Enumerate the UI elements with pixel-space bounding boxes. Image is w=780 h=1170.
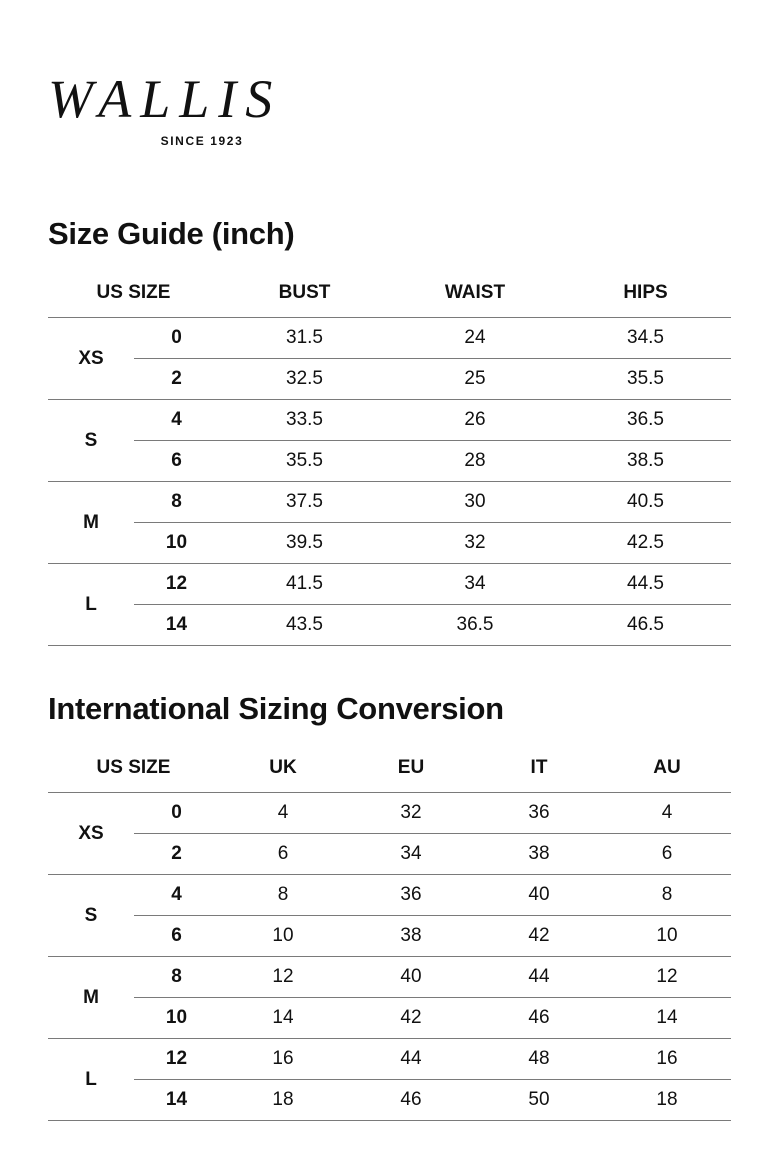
table-cell: 14 xyxy=(603,998,731,1039)
table-cell: 42 xyxy=(475,916,603,957)
size-guide-title: Size Guide (inch) xyxy=(48,216,295,251)
brand-name: WALLIS xyxy=(48,69,282,129)
size-group-label: M xyxy=(48,957,134,1039)
table-cell: 36 xyxy=(347,875,475,916)
table-cell: 44 xyxy=(347,1039,475,1080)
table-cell: 34 xyxy=(390,564,560,605)
conversion-table xyxy=(48,744,731,1121)
table-cell: 6 xyxy=(219,834,347,875)
table-cell: 36 xyxy=(475,793,603,834)
table-cell: 40 xyxy=(347,957,475,998)
table-cell: 50 xyxy=(475,1080,603,1121)
us-size-number: 8 xyxy=(134,957,219,998)
header-hips: HIPS xyxy=(560,269,731,318)
header-it: IT xyxy=(475,744,603,793)
us-size-number: 10 xyxy=(134,523,219,564)
table-row xyxy=(48,359,731,400)
us-size-number: 10 xyxy=(134,998,219,1039)
table-cell: 38 xyxy=(347,916,475,957)
table-cell: 40 xyxy=(475,875,603,916)
table-cell: 16 xyxy=(219,1039,347,1080)
table-cell: 48 xyxy=(475,1039,603,1080)
table-cell: 38 xyxy=(475,834,603,875)
table-cell: 42.5 xyxy=(560,523,731,564)
table-cell: 16 xyxy=(603,1039,731,1080)
us-size-number: 6 xyxy=(134,441,219,482)
us-size-number: 2 xyxy=(134,834,219,875)
table-row xyxy=(48,875,731,916)
table-cell: 40.5 xyxy=(560,482,731,523)
table-row xyxy=(48,1039,731,1080)
us-size-number: 14 xyxy=(134,1080,219,1121)
size-group-label: S xyxy=(48,875,134,957)
table-header-row xyxy=(48,744,731,793)
table-cell: 4 xyxy=(219,793,347,834)
table-cell: 46.5 xyxy=(560,605,731,646)
table-cell: 4 xyxy=(603,793,731,834)
table-row xyxy=(48,998,731,1039)
table-cell: 31.5 xyxy=(219,318,390,359)
header-eu: EU xyxy=(347,744,475,793)
us-size-number: 12 xyxy=(134,1039,219,1080)
table-row xyxy=(48,482,731,523)
table-cell: 32 xyxy=(390,523,560,564)
table-cell: 34 xyxy=(347,834,475,875)
table-row xyxy=(48,793,731,834)
us-size-number: 12 xyxy=(134,564,219,605)
size-group-label: L xyxy=(48,1039,134,1121)
wallis-logo xyxy=(48,68,308,148)
us-size-number: 8 xyxy=(134,482,219,523)
table-row xyxy=(48,400,731,441)
size-group-label: S xyxy=(48,400,134,482)
table-cell: 18 xyxy=(219,1080,347,1121)
table-row xyxy=(48,916,731,957)
table-cell: 12 xyxy=(603,957,731,998)
table-cell: 10 xyxy=(603,916,731,957)
table-cell: 6 xyxy=(603,834,731,875)
brand-tagline: SINCE 1923 xyxy=(160,134,244,148)
table-cell: 8 xyxy=(219,875,347,916)
size-group-label: L xyxy=(48,564,134,646)
table-cell: 37.5 xyxy=(219,482,390,523)
table-cell: 25 xyxy=(390,359,560,400)
us-size-number: 2 xyxy=(134,359,219,400)
table-cell: 38.5 xyxy=(560,441,731,482)
table-cell: 34.5 xyxy=(560,318,731,359)
table-cell: 36.5 xyxy=(560,400,731,441)
table-cell: 26 xyxy=(390,400,560,441)
table-row xyxy=(48,441,731,482)
table-header-row xyxy=(48,269,731,318)
table-cell: 44.5 xyxy=(560,564,731,605)
table-cell: 35.5 xyxy=(219,441,390,482)
table-row xyxy=(48,318,731,359)
table-cell: 10 xyxy=(219,916,347,957)
us-size-number: 4 xyxy=(134,875,219,916)
header-us-size: US SIZE xyxy=(48,269,219,318)
us-size-number: 0 xyxy=(134,793,219,834)
table-cell: 35.5 xyxy=(560,359,731,400)
table-cell: 18 xyxy=(603,1080,731,1121)
table-cell: 44 xyxy=(475,957,603,998)
header-us-size: US SIZE xyxy=(48,744,219,793)
table-cell: 14 xyxy=(219,998,347,1039)
us-size-number: 6 xyxy=(134,916,219,957)
size-group-label: XS xyxy=(48,793,134,875)
header-bust: BUST xyxy=(219,269,390,318)
table-cell: 46 xyxy=(347,1080,475,1121)
us-size-number: 4 xyxy=(134,400,219,441)
table-row xyxy=(48,605,731,646)
table-cell: 32.5 xyxy=(219,359,390,400)
table-row xyxy=(48,564,731,605)
header-waist: WAIST xyxy=(390,269,560,318)
table-row xyxy=(48,1080,731,1121)
table-cell: 39.5 xyxy=(219,523,390,564)
table-cell: 24 xyxy=(390,318,560,359)
table-cell: 32 xyxy=(347,793,475,834)
header-uk: UK xyxy=(219,744,347,793)
table-cell: 36.5 xyxy=(390,605,560,646)
table-row xyxy=(48,834,731,875)
table-cell: 28 xyxy=(390,441,560,482)
header-au: AU xyxy=(603,744,731,793)
table-cell: 33.5 xyxy=(219,400,390,441)
size-group-label: M xyxy=(48,482,134,564)
table-cell: 8 xyxy=(603,875,731,916)
table-cell: 41.5 xyxy=(219,564,390,605)
table-cell: 12 xyxy=(219,957,347,998)
table-cell: 42 xyxy=(347,998,475,1039)
us-size-number: 14 xyxy=(134,605,219,646)
conversion-title: International Sizing Conversion xyxy=(48,691,504,726)
us-size-number: 0 xyxy=(134,318,219,359)
table-cell: 43.5 xyxy=(219,605,390,646)
table-row xyxy=(48,957,731,998)
table-cell: 46 xyxy=(475,998,603,1039)
size-group-label: XS xyxy=(48,318,134,400)
table-row xyxy=(48,523,731,564)
size-guide-table xyxy=(48,269,731,646)
table-cell: 30 xyxy=(390,482,560,523)
